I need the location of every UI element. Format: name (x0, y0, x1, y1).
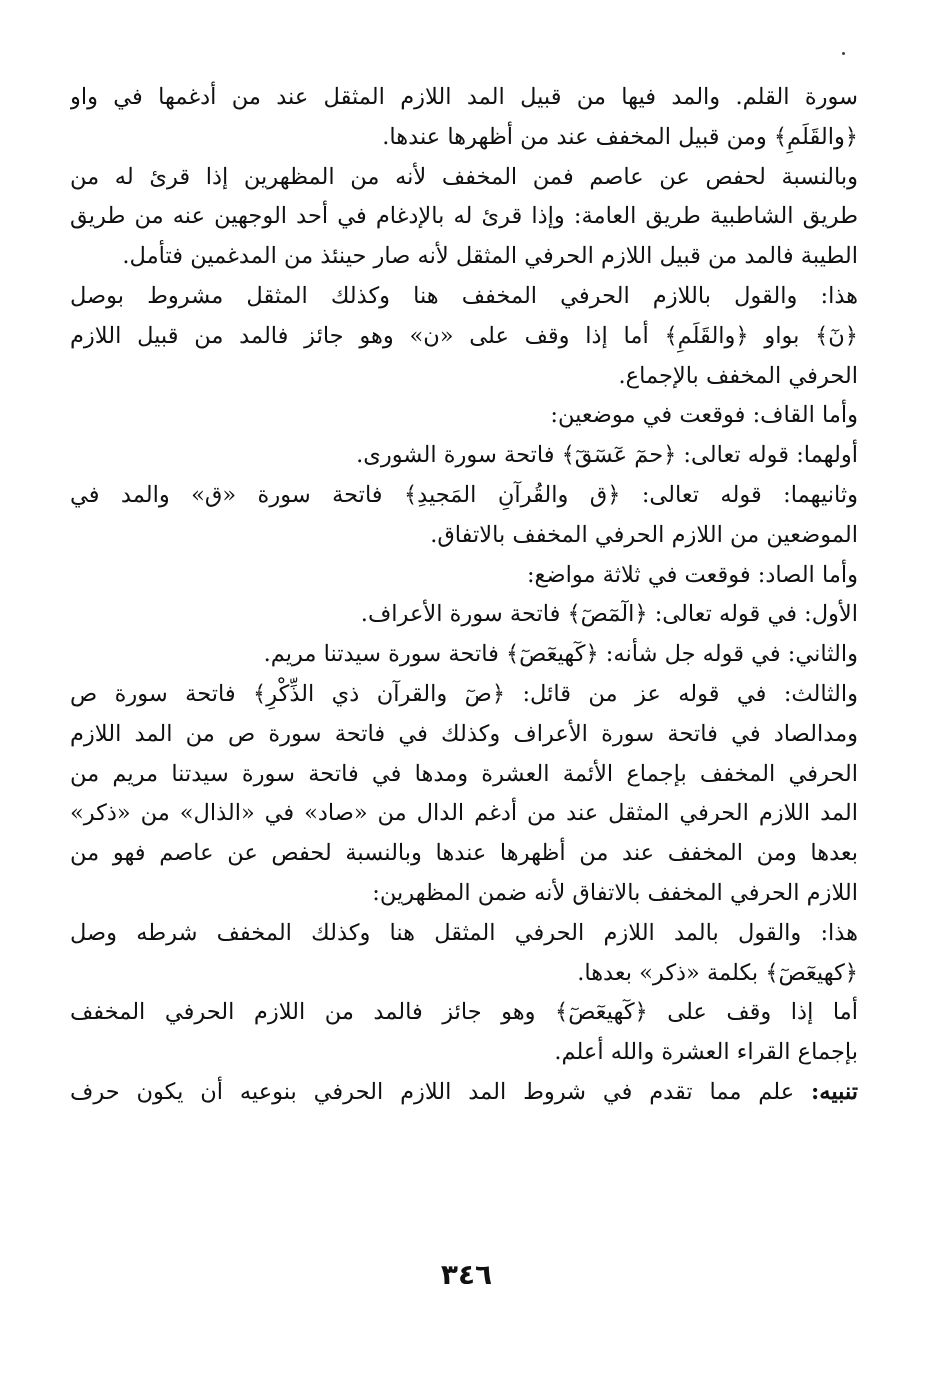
note-line (70, 1073, 858, 1113)
text-line: سورة القلم. والمد فيها من قبيل المد اللازم المثقل عند من أدغمها في واو (70, 84, 858, 110)
text-line: ﴿كهيعٓصٓ﴾ بكلمة «ذكر» بعدها. (577, 959, 858, 986)
text-line: بإجماع القراء العشرة والله أعلم. (554, 1039, 858, 1066)
note-label: تنبيه: (811, 1078, 858, 1105)
text-line: والثالث: في قوله عز من قائل: ﴿صٓ والقرآن ذي الذِّكْرِ﴾ فاتحة سورة ص (70, 680, 858, 707)
note-text: علم مما تقدم في شروط المد اللازم الحرفي بنوعيه أن يكون حرف (70, 1078, 795, 1105)
text-line: الطيبة فالمد من قبيل اللازم الحرفي المثقل لأنه صار حينئذ من المدغمين فتأمل. (122, 243, 858, 270)
text-line: اللازم الحرفي المخفف بالاتفاق لأنه ضمن المظهرين: (372, 879, 858, 906)
text-line: الحرفي المخفف بالإجماع. (618, 362, 858, 389)
text-line: الموضعين من اللازم الحرفي المخفف بالاتفاق. (430, 521, 858, 548)
text-line: هذا: والقول باللازم الحرفي المخفف هنا وكذلك المثقل مشروط بوصل (70, 282, 858, 309)
text-line: ﴿والقَلَمِ﴾ ومن قبيل المخفف عند من أظهرها عندها. (382, 123, 858, 150)
text-line: وثانيهما: قوله تعالى: ﴿ق والقُرآنِ المَجيدِ﴾ فاتحة سورة «ق» والمد في (70, 481, 858, 508)
page-body (70, 78, 858, 1113)
text-line: هذا: والقول بالمد اللازم الحرفي المثقل هنا وكذلك المخفف شرطه وصل (70, 919, 858, 946)
text-line: الحرفي المخفف بإجماع الأئمة العشرة ومدها في فاتحة سورة سيدتنا مريم من (70, 760, 858, 787)
page-number: ٣٤٦ (440, 1258, 493, 1291)
text-line: والثاني: في قوله جل شأنه: ﴿كٓهيعٓصٓ﴾ فاتحة سورة سيدتنا مريم. (263, 641, 858, 668)
text-line: ومدالصاد في فاتحة سورة الأعراف وكذلك في فاتحة سورة ص من المد اللازم (70, 720, 858, 747)
text-line: وأما الصاد: فوقعت في ثلاثة مواضع: (526, 561, 858, 588)
text-line: ﴿نٓ﴾ بواو ﴿والقَلَمِ﴾ أما إذا وقف على «ن» وهو جائز فالمد من قبيل اللازم (70, 322, 858, 349)
text-line: أولهما: قوله تعالى: ﴿حمٓ عٓسٓقٓ﴾ فاتحة سورة الشورى. (356, 442, 858, 469)
text-line: وأما القاف: فوقعت في موضعين: (550, 402, 858, 429)
text-line: وبالنسبة لحفص عن عاصم فمن المخفف لأنه من المظهرين إذا قرئ له من (70, 163, 858, 190)
text-line: الأول: في قوله تعالى: ﴿الٓمٓصٓ﴾ فاتحة سورة الأعراف. (360, 601, 858, 628)
text-line: أما إذا وقف على ﴿كٓهيعٓصٓ﴾ وهو جائز فالمد من اللازم الحرفي المخفف (70, 999, 858, 1026)
text-line: المد اللازم الحرفي المثقل عند من أدغم الدال من «صاد» في «الذال» من «ذكر» (70, 800, 858, 827)
scan-speck (842, 52, 845, 55)
text-line: بعدها ومن المخفف عند من أظهرها عندها وبالنسبة لحفص عن عاصم فهو من (70, 840, 858, 867)
text-line: طريق الشاطبية طريق العامة: وإذا قرئ له بالإدغام في أحد الوجهين عنه من طريق (70, 203, 858, 230)
